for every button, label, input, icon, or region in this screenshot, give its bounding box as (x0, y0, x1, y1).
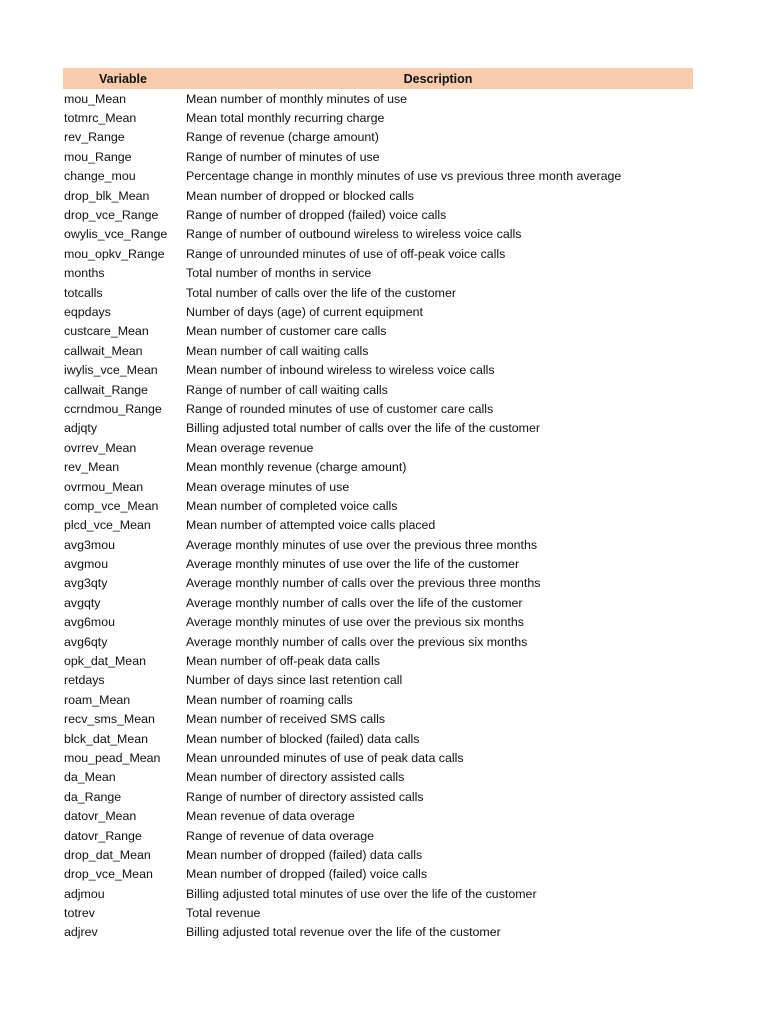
table-row (63, 225, 693, 244)
variable-cell: retdays (64, 673, 105, 688)
variable-cell: avg3qty (64, 576, 108, 591)
table-row (63, 671, 693, 690)
variable-cell: ovrmou_Mean (64, 479, 144, 494)
table-row (63, 186, 693, 205)
variable-table (63, 68, 693, 942)
variable-cell: months (64, 266, 105, 281)
table-row (63, 264, 693, 283)
table-row (63, 89, 693, 108)
table-row (63, 826, 693, 845)
description-cell: Average monthly number of calls over the life of the customer (186, 595, 523, 610)
header-description: Description (403, 71, 473, 86)
description-cell: Mean total monthly recurring charge (186, 111, 385, 126)
variable-cell: avg6qty (64, 634, 108, 649)
description-cell: Range of rounded minutes of use of customer care calls (186, 401, 494, 416)
variable-cell: plcd_vce_Mean (64, 518, 151, 533)
description-cell: Mean number of completed voice calls (186, 498, 398, 513)
description-cell: Average monthly minutes of use over the previous three months (186, 537, 538, 552)
description-cell: Billing adjusted total minutes of use over the life of the customer (186, 886, 537, 901)
variable-cell: rev_Mean (64, 460, 120, 475)
description-cell: Mean number of dropped (failed) data calls (186, 847, 423, 862)
description-cell: Percentage change in monthly minutes of use vs previous three month average (186, 169, 622, 184)
variable-cell: mou_Mean (64, 91, 126, 106)
description-cell: Mean number of dropped (failed) voice calls (186, 867, 428, 882)
description-cell: Number of days (age) of current equipment (186, 304, 423, 319)
table-row (63, 205, 693, 224)
table-row (63, 923, 693, 942)
variable-cell: change_mou (64, 169, 136, 184)
description-cell: Range of number of directory assisted calls (186, 789, 424, 804)
table-row (63, 322, 693, 341)
description-cell: Total revenue (186, 906, 261, 921)
variable-cell: adjmou (64, 886, 105, 901)
variable-cell: owylis_vce_Range (64, 227, 168, 242)
table-body (63, 89, 693, 942)
description-cell: Average monthly number of calls over the previous six months (186, 634, 528, 649)
table-row (63, 516, 693, 535)
description-cell: Mean unrounded minutes of use of peak data calls (186, 750, 464, 765)
description-cell: Mean number of directory assisted calls (186, 770, 405, 785)
description-cell: Mean number of dropped or blocked calls (186, 188, 414, 203)
table-row (63, 768, 693, 787)
table-row (63, 748, 693, 767)
table-row (63, 302, 693, 321)
variable-cell: drop_vce_Range (64, 208, 159, 223)
table-row (63, 380, 693, 399)
variable-cell: adjrev (64, 925, 98, 940)
description-cell: Number of days since last retention call (186, 673, 403, 688)
table-row (63, 399, 693, 418)
table-row (63, 884, 693, 903)
variable-cell: drop_vce_Mean (64, 867, 153, 882)
table-row (63, 806, 693, 825)
variable-cell: roam_Mean (64, 692, 131, 707)
variable-cell: avg6mou (64, 615, 115, 630)
table-row (63, 787, 693, 806)
description-cell: Range of number of outbound wireless to wireless voice calls (186, 227, 522, 242)
variable-cell: eqpdays (64, 304, 111, 319)
variable-cell: adjqty (64, 421, 98, 436)
description-cell: Range of unrounded minutes of use of off-peak voice calls (186, 246, 506, 261)
variable-cell: mou_pead_Mean (64, 750, 161, 765)
variable-cell: custcare_Mean (64, 324, 149, 339)
variable-cell: comp_vce_Mean (64, 498, 159, 513)
description-cell: Mean number of customer care calls (186, 324, 387, 339)
variable-cell: datovr_Range (64, 828, 142, 843)
table-row (63, 457, 693, 476)
variable-cell: rev_Range (64, 130, 125, 145)
table-row (63, 651, 693, 670)
variable-cell: drop_dat_Mean (64, 847, 151, 862)
variable-cell: mou_opkv_Range (64, 246, 165, 261)
table-row (63, 593, 693, 612)
variable-cell: da_Range (64, 789, 122, 804)
description-cell: Average monthly minutes of use over the previous six months (186, 615, 524, 630)
variable-cell: iwylis_vce_Mean (64, 363, 158, 378)
description-cell: Mean number of roaming calls (186, 692, 353, 707)
table-row (63, 710, 693, 729)
table-header-row (63, 68, 693, 89)
header-variable: Variable (99, 71, 147, 86)
table-row (63, 128, 693, 147)
variable-cell: avg3mou (64, 537, 115, 552)
table-row (63, 729, 693, 748)
description-cell: Mean monthly revenue (charge amount) (186, 460, 407, 475)
table-row (63, 341, 693, 360)
table-row (63, 632, 693, 651)
description-cell: Mean revenue of data overage (186, 809, 355, 824)
table-row (63, 865, 693, 884)
description-cell: Billing adjusted total revenue over the life of the customer (186, 925, 501, 940)
description-cell: Total number of months in service (186, 266, 372, 281)
variable-cell: callwait_Mean (64, 343, 143, 358)
table-row (63, 283, 693, 302)
variable-cell: drop_blk_Mean (64, 188, 150, 203)
variable-cell: datovr_Mean (64, 809, 137, 824)
variable-cell: avgmou (64, 557, 109, 572)
description-cell: Mean number of attempted voice calls placed (186, 518, 436, 533)
table-row (63, 167, 693, 186)
description-cell: Range of number of call waiting calls (186, 382, 388, 397)
variable-cell: recv_sms_Mean (64, 712, 155, 727)
variable-cell: totcalls (64, 285, 103, 300)
table-row (63, 613, 693, 632)
table-row (63, 419, 693, 438)
table-row (63, 360, 693, 379)
table-row (63, 496, 693, 515)
variable-cell: totrev (64, 906, 95, 921)
table-row (63, 244, 693, 263)
table-row (63, 147, 693, 166)
description-cell: Mean number of blocked (failed) data calls (186, 731, 420, 746)
variable-cell: blck_dat_Mean (64, 731, 149, 746)
description-cell: Mean number of off-peak data calls (186, 654, 381, 669)
description-cell: Mean overage revenue (186, 440, 314, 455)
table-row (63, 903, 693, 922)
variable-cell: da_Mean (64, 770, 116, 785)
variable-cell: totmrc_Mean (64, 111, 137, 126)
table-row (63, 574, 693, 593)
variable-cell: avgqty (64, 595, 101, 610)
description-cell: Total number of calls over the life of the customer (186, 285, 456, 300)
table-row (63, 477, 693, 496)
table-row (63, 535, 693, 554)
variable-cell: ovrrev_Mean (64, 440, 137, 455)
table-row (63, 108, 693, 127)
description-cell: Mean number of received SMS calls (186, 712, 386, 727)
table-row (63, 438, 693, 457)
description-cell: Range of revenue (charge amount) (186, 130, 379, 145)
variable-cell: mou_Range (64, 149, 132, 164)
description-cell: Average monthly number of calls over the previous three months (186, 576, 541, 591)
variable-cell: callwait_Range (64, 382, 149, 397)
description-cell: Mean number of monthly minutes of use (186, 91, 408, 106)
description-cell: Range of revenue of data overage (186, 828, 375, 843)
variable-cell: opk_dat_Mean (64, 654, 146, 669)
variable-cell: ccrndmou_Range (64, 401, 162, 416)
description-cell: Mean number of call waiting calls (186, 343, 369, 358)
table-row (63, 845, 693, 864)
description-cell: Range of number of dropped (failed) voice calls (186, 208, 447, 223)
description-cell: Billing adjusted total number of calls over the life of the customer (186, 421, 541, 436)
description-cell: Range of number of minutes of use (186, 149, 380, 164)
description-cell: Mean overage minutes of use (186, 479, 350, 494)
table-row (63, 554, 693, 573)
description-cell: Mean number of inbound wireless to wireless voice calls (186, 363, 495, 378)
table-row (63, 690, 693, 709)
description-cell: Average monthly minutes of use over the life of the customer (186, 557, 520, 572)
